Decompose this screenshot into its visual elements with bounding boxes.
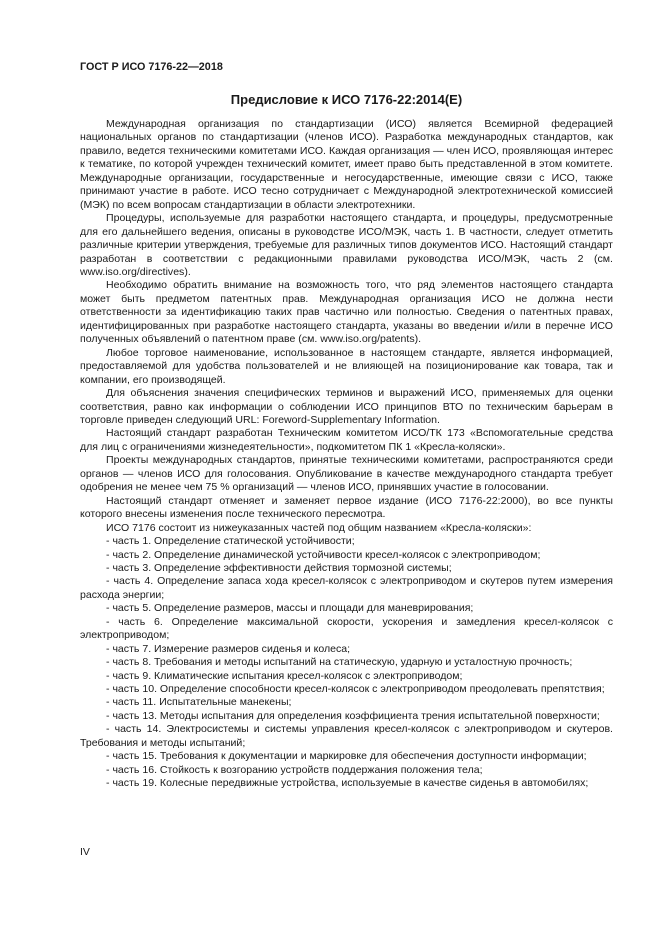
section-title: Предисловие к ИСО 7176-22:2014(E) <box>230 92 463 107</box>
list-item: - часть 2. Определение динамической устойчивости кресел-колясок с электроприводом; <box>106 548 541 561</box>
list-item: - часть 8. Требования и методы испытаний на статическую, ударную и усталостную прочность; <box>106 656 573 669</box>
list-item: - часть 3. Определение эффективности действия тормозной системы; <box>106 561 452 574</box>
list-item: - часть 16. Стойкость к возгоранию устройств поддержания положения тела; <box>106 763 483 776</box>
paragraph: ИСО 7176 состоит из нижеуказанных частей под общим названием «Кресла-коляски»: <box>106 521 532 534</box>
list-item: - часть 15. Требования к документации и маркировке для обеспечения доступности информации; <box>106 750 587 763</box>
page-number: IV <box>80 846 90 858</box>
list-item: - часть 11. Испытательные манекены; <box>106 696 292 709</box>
list-item: - часть 7. Измерение размеров сиденья и колеса; <box>106 642 351 655</box>
list-item: - часть 4. Определение запаса хода кресел-колясок с электроприводом и скутеров путем измерения расхода энергии; <box>80 575 613 601</box>
paragraph: Для объяснения значения специфических терминов и выражений ИСО, применяемых для оценки соответствия, равно как информации о соблюдении ИСО принципов ВТО по техническим барьерам в торговле приведен следующий URL: Foreword-Supplementary Information. <box>80 387 613 426</box>
list-item: - часть 1. Определение статической устойчивости; <box>106 535 355 548</box>
list-item: - часть 5. Определение размеров, массы и площади для маневрирования; <box>106 602 474 615</box>
list-item: - часть 10. Определение способности кресел-колясок с электроприводом преодолевать препятствия; <box>106 683 605 696</box>
paragraph: Международная организация по стандартизации (ИСО) является Всемирной федерацией национальных органов по стандартизации (членов ИСО). Разработка международных стандартов, как правило, ведется техническими комитетами ИСО. Каждая организация — член ИСО, проявляющая интерес к тематике, по которой учрежден технический комитет, имеет право быть представленной в этом комитете. Международные организации, государственные и негосударственные, имеющие связи с ИСО, также принимают участие в работе. ИСО тесно сотрудничает с Международной электротехнической комиссией (МЭК) по всем вопросам стандартизации в области электротехники. <box>80 118 613 211</box>
paragraph: Любое торговое наименование, использованное в настоящем стандарте, является информацией, предоставляемой для удобства пользователей и не влияющей на позиционирование как товара, так и компании, его производящей. <box>80 346 613 386</box>
list-item: - часть 6. Определение максимальной скорости, ускорения и замедления кресел-колясок с электроприводом; <box>80 615 613 642</box>
body-text <box>80 118 613 791</box>
paragraph: Необходимо обратить внимание на возможность того, что ряд элементов настоящего стандарта может быть предметом патентных прав. Международная организация ИСО не должна нести ответственности за идентификацию таких прав частично или полностью. Сведения о патентных правах, идентифицированных при разработке настоящего стандарта, указаны во введении и/или в перечне ИСО полученных объявлений о патентном праве (см. www.iso.org/patents). <box>80 279 613 346</box>
list-item: - часть 19. Колесные передвижные устройства, используемые в качестве сиденья в автомобилях; <box>106 777 589 790</box>
paragraph: Настоящий стандарт отменяет и заменяет первое издание (ИСО 7176-22:2000), во все пункты которого внесены изменения после технического пересмотра. <box>80 494 613 521</box>
list-item: - часть 14. Электросистемы и системы управления кресел-колясок с электроприводом и скутеров. Требования и методы испытаний; <box>80 723 613 749</box>
paragraph: Проекты международных стандартов, принятые техническими комитетами, распространяются среди органов — членов ИСО для голосования. Опубликование в качестве международного стандарта требует одобрения не менее чем 75 % организаций — членов ИСО, принявших участие в голосовании. <box>80 454 613 494</box>
paragraph: Настоящий стандарт разработан Техническим комитетом ИСО/ТК 173 «Вспомогательные средства для лиц с ограничениями жизнедеятельности», подкомитетом ПК 1 «Кресла-коляски». <box>80 427 613 453</box>
list-item: - часть 9. Климатические испытания кресел-колясок с электроприводом; <box>106 669 463 682</box>
paragraph: Процедуры, используемые для разработки настоящего стандарта, и процедуры, предусмотренные для его дальнейшего ведения, описаны в руководстве ИСО/МЭК, часть 1. В частности, следует отметить различные критерии утверждения, требуемые для различных типов документов ИСО. Настоящий стандарт разработан в соответствии с редакционными правилами руководства ИСО/МЭК, часть 2 (см. www.iso.org/directives). <box>80 212 613 278</box>
list-item: - часть 13. Методы испытания для определения коэффициента трения испытательной поверхности; <box>106 709 600 722</box>
document-header: ГОСТ Р ИСО 7176-22—2018 <box>80 61 223 73</box>
